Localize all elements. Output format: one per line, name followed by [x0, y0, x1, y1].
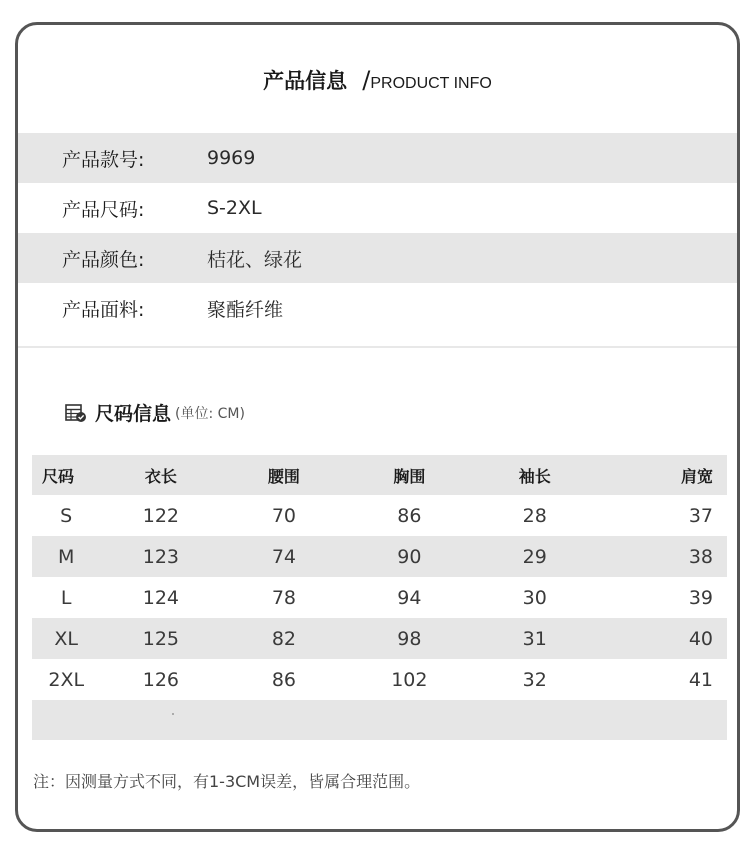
table-cell: L	[60, 586, 72, 609]
table-cell: 124	[142, 586, 180, 609]
info-value: 聚酯纤维	[207, 298, 284, 321]
table-cell: 29	[472, 536, 597, 577]
info-label: 产品尺码:	[62, 198, 145, 221]
table-row	[32, 495, 727, 536]
table-row	[32, 659, 727, 700]
measurement-note: 注：因测量方式不同，有1-3CM误差，皆属合理范围。	[33, 772, 421, 791]
size-section-title: 尺码信息	[95, 403, 172, 425]
table-cell: 40	[597, 618, 727, 659]
table-cell	[472, 700, 597, 740]
table-cell: 125	[100, 618, 221, 659]
table-cell: 28	[522, 504, 547, 527]
info-label: 产品颜色:	[62, 248, 145, 271]
table-cell: 94	[397, 586, 422, 609]
table-cell	[32, 700, 100, 740]
table-cell: 41	[688, 668, 713, 691]
info-row-style-number	[18, 133, 737, 183]
table-cell: 70	[271, 504, 296, 527]
size-table	[32, 455, 727, 740]
info-row-color	[18, 233, 737, 283]
title-english: PRODUCT INFO	[370, 75, 492, 92]
stray-dot	[172, 713, 174, 715]
table-cell: 98	[346, 618, 472, 659]
size-unit-label: (单位: CM)	[175, 405, 245, 422]
table-cell: S	[60, 504, 73, 527]
section-divider	[18, 346, 737, 348]
info-value: 9969	[207, 147, 256, 169]
table-cell: XL	[32, 618, 100, 659]
title-chinese: 产品信息	[263, 69, 348, 93]
info-row-fabric	[18, 283, 737, 333]
product-info-list	[18, 133, 737, 333]
table-cell: 102	[391, 668, 428, 691]
table-cell: 122	[142, 504, 180, 527]
product-info-card	[15, 22, 740, 832]
table-cell	[100, 700, 221, 740]
column-header-shoulder: 肩宽	[597, 455, 727, 495]
table-cell: 74	[221, 536, 346, 577]
table-cell: 31	[472, 618, 597, 659]
table-cell	[597, 700, 727, 740]
table-cell: 37	[688, 504, 713, 527]
table-cell	[346, 700, 472, 740]
table-row	[32, 577, 727, 618]
title-slash: /	[362, 66, 371, 94]
table-cell: 38	[597, 536, 727, 577]
table-header-row	[32, 455, 727, 495]
table-cell: 30	[522, 586, 547, 609]
table-cell: 82	[221, 618, 346, 659]
table-cell	[221, 700, 346, 740]
column-header-length: 衣长	[100, 455, 221, 495]
table-cell: 86	[397, 504, 422, 527]
column-header-size: 尺码	[32, 455, 100, 495]
column-header-sleeve: 袖长	[472, 455, 597, 495]
info-value: 桔花、绿花	[207, 248, 303, 271]
table-cell: 123	[100, 536, 221, 577]
info-value: S-2XL	[207, 197, 262, 219]
column-header-waist: 腰围	[221, 455, 346, 495]
table-cell: 39	[688, 586, 713, 609]
column-header-chest: 胸围	[346, 455, 472, 495]
info-label: 产品面料:	[62, 298, 145, 321]
table-cell: 32	[522, 668, 547, 691]
table-cell: M	[32, 536, 100, 577]
table-cell: 126	[142, 668, 180, 691]
table-cell: 2XL	[48, 668, 85, 691]
info-row-size	[18, 183, 737, 233]
table-row	[32, 618, 727, 659]
table-cell: 78	[271, 586, 296, 609]
info-label: 产品款号:	[62, 148, 145, 171]
size-section-heading	[65, 399, 245, 426]
empty-table-row	[32, 700, 727, 740]
table-cell: 86	[271, 668, 296, 691]
table-cell: 90	[346, 536, 472, 577]
table-icon	[65, 403, 87, 423]
section-title	[18, 65, 737, 95]
table-row	[32, 536, 727, 577]
